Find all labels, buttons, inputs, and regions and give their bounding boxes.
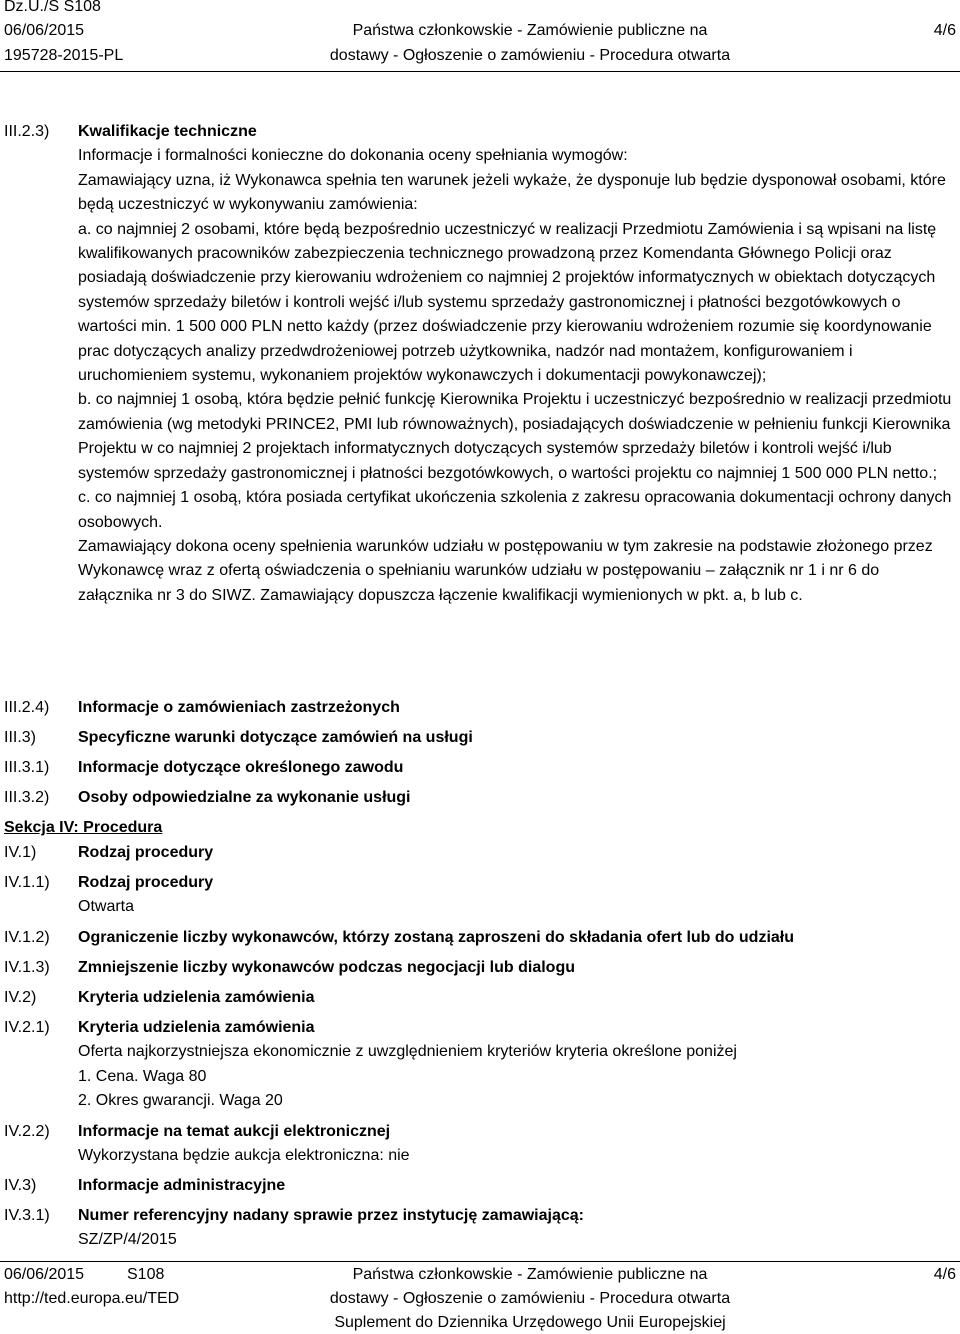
section-number: IV.1.1) [4, 874, 50, 891]
section-number: III.3.1) [4, 759, 50, 776]
paragraph: b. co najmniej 1 osobą, która będzie pełnić funkcję Kierownika Projektu i uczestniczyć bezpośrednio w realizacji przedmiotu zamówienia (wg metodyki PRINCE2, PMI lub równoważnych), posiadających doświadczenie w pełnieniu funkcji Kierownika Projektu w co najmniej 2 projektach informatycznych dotyczących systemów sprzedaży biletów i kontroli wejść i/lub systemów sprzedaży gastronomicznej i płatności bezgotówkowych, o wartości projektu co najmniej 1 500 000 PLN netto.; [78, 391, 952, 482]
footer-divider [0, 1261, 960, 1262]
journal-id: Dz.U./S S108 [4, 0, 101, 15]
section-heading: Zmniejszenie liczby wykonawców podczas negocjacji lub dialogu [78, 959, 575, 976]
paragraph: Otwarta [78, 898, 135, 916]
paragraph: Zamawiający uzna, iż Wykonawca spełnia ten warunek jeżeli wykaże, że dysponuje lub będzie dysponował osobami, które będą uczestniczyć w wykonywaniu zamówienia: [78, 171, 946, 214]
section-heading: Rodzaj procedury [78, 874, 214, 891]
footer-title-line3: Suplement do Dziennika Urzędowego Unii Europejskiej [334, 1314, 726, 1331]
footer-title-line1: Państwa członkowskie - Zamówienie publiczne na [352, 1266, 708, 1283]
section-IV-title: Sekcja IV: Procedura [4, 819, 163, 836]
section-heading: Osoby odpowiedzialne za wykonanie usługi [78, 789, 411, 806]
section-number: IV.2) [4, 989, 37, 1006]
section-number: IV.1) [4, 844, 37, 861]
footer-url: http://ted.europa.eu/TED [4, 1290, 180, 1307]
header-title-line2: dostawy - Ogłoszenie o zamówieniu - Procedura otwarta [329, 47, 731, 64]
footer-date: 06/06/2015 [4, 1266, 85, 1283]
section-number: IV.1.2) [4, 929, 50, 946]
paragraph: 1. Cena. Waga 80 [78, 1067, 207, 1085]
section-number: III.2.4) [4, 699, 50, 716]
section-number: III.2.3) [4, 123, 50, 140]
section-number: IV.3) [4, 1177, 37, 1194]
header-page-number: 4/6 [933, 22, 956, 39]
header-title-line1: Państwa członkowskie - Zamówienie publiczne na [352, 22, 708, 39]
section-heading: Kryteria udzielenia zamówienia [78, 989, 315, 1006]
section-heading: Informacje o zamówieniach zastrzeżonych [78, 699, 400, 716]
paragraph: Oferta najkorzystniejsza ekonomicznie z uwzględnieniem kryteriów kryteria określone poniżej [78, 1043, 737, 1061]
footer-series: S108 [127, 1266, 165, 1283]
paragraph: a. co najmniej 2 osobami, które będą bezpośrednio uczestniczyć w realizacji Przedmiotu Zamówienia i są wpisani na listę kwalifikowanych pracowników zabezpieczenia technicznego prowadzoną przez Komendanta Głównego Policji oraz posiadają doświadczenie przy kierowaniu wdrożeniem co najmniej 2 projektów informatycznych w obiektach dotyczących systemów sprzedaży biletów i kontroli wejść i/lub systemu sprzedaży gastronomicznej i płatności bezgotówkowych o wartości min. 1 500 000 PLN netto każdy (przez doświadczenie przy kierowaniu wdrożeniem rozumie się koordynowanie prac dotyczących analizy przedwdrożeniowej potrzeb użytkownika, nadzór nad montażem, konfigurowaniem i uruchomieniem systemu, wykonaniem projektów wykonawczych i dokumentacji powykonawczej); [78, 220, 937, 385]
section-heading: Ograniczenie liczby wykonawców, którzy zostaną zaproszeni do składania ofert lub do udziału [78, 929, 794, 946]
notice-id: 195728-2015-PL [4, 47, 124, 64]
paragraph: Zamawiający dokona oceny spełnienia warunków udziału w postępowaniu w tym zakresie na podstawie złożonego przez Wykonawcę wraz z ofertą oświadczenia o spełnianiu warunków udziału w postępowaniu – załącznik nr 1 i nr 6 do załącznika nr 3 do SIWZ. Zamawiający dopuszcza łączenie kwalifikacji wymienionych w pkt. a, b lub c. [78, 537, 933, 604]
section-heading: Informacje administracyjne [78, 1177, 286, 1194]
header-date: 06/06/2015 [4, 22, 85, 39]
section-heading: Informacje dotyczące określonego zawodu [78, 759, 404, 776]
section-heading: Numer referencyjny nadany sprawie przez instytucję zamawiającą: [78, 1207, 584, 1224]
section-heading: Informacje na temat aukcji elektronicznej [78, 1123, 391, 1140]
section-number: III.3) [4, 729, 37, 746]
section-number: IV.2.1) [4, 1019, 50, 1036]
paragraph: 2. Okres gwarancji. Waga 20 [78, 1092, 283, 1110]
section-number: III.3.2) [4, 789, 50, 806]
paragraph: Informacje i formalności konieczne do dokonania oceny spełniania wymogów: [78, 147, 628, 165]
section-heading: Rodzaj procedury [78, 844, 214, 861]
section-number: IV.2.2) [4, 1123, 50, 1140]
paragraph: SZ/ZP/4/2015 [78, 1231, 177, 1249]
section-number: IV.1.3) [4, 959, 50, 976]
footer-title-line2: dostawy - Ogłoszenie o zamówieniu - Procedura otwarta [329, 1290, 731, 1307]
paragraph: Wykorzystana będzie aukcja elektroniczna: nie [78, 1147, 410, 1165]
section-number: IV.3.1) [4, 1207, 50, 1224]
section-heading: Kwalifikacje techniczne [78, 123, 257, 140]
paragraph: c. co najmniej 1 osobą, która posiada certyfikat ukończenia szkolenia z zakresu opracowania dokumentacji ochrony danych osobowych. [78, 489, 952, 531]
header-divider [0, 71, 960, 72]
section-heading: Specyficzne warunki dotyczące zamówień na usługi [78, 729, 473, 746]
section-heading: Kryteria udzielenia zamówienia [78, 1019, 315, 1036]
footer-page-number: 4/6 [933, 1266, 956, 1283]
